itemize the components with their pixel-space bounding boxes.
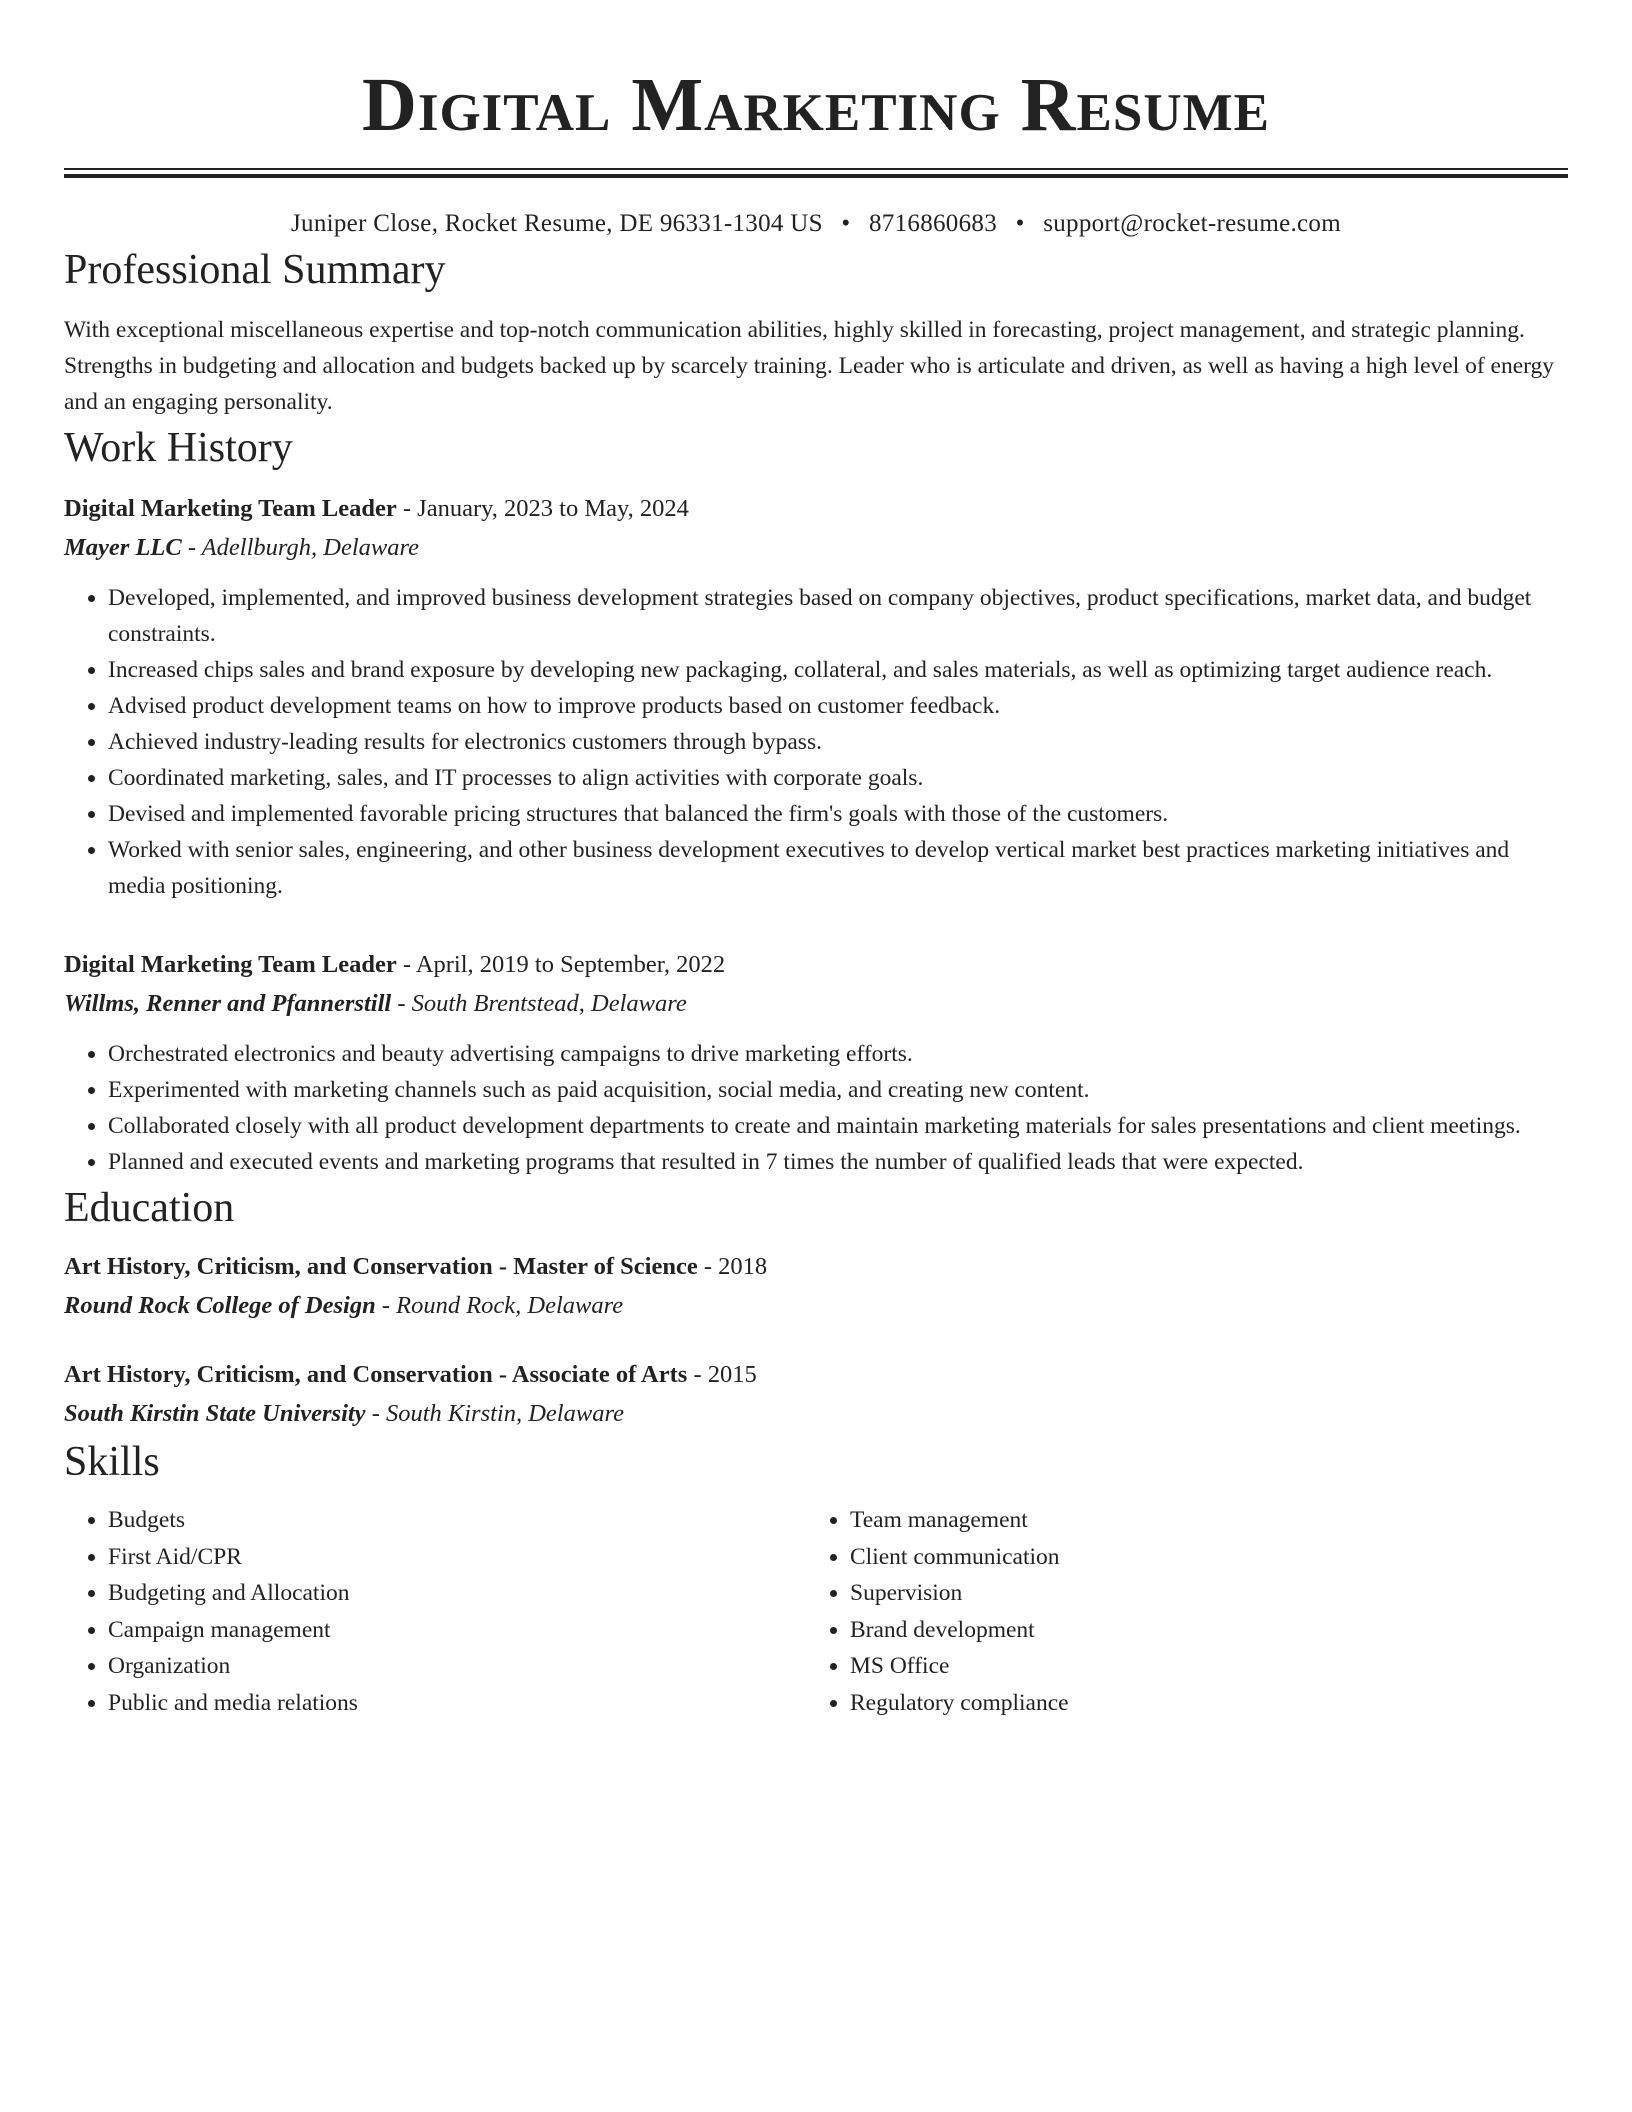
education-degree-line xyxy=(64,1248,1568,1286)
contact-separator: • xyxy=(841,210,851,237)
list-item: • Coordinated marketing, sales, and IT processes to align activities with corporate goals. xyxy=(108,760,1568,796)
list-item: • Increased chips sales and brand exposure by developing new packaging, collateral, and sales materials, as well as optimizing target audience reach. xyxy=(108,652,1568,688)
job-company-line xyxy=(64,984,1568,1024)
skill-item: • Organization xyxy=(108,1648,806,1685)
education-year: - 2018 xyxy=(697,1253,768,1280)
job-entry xyxy=(64,946,1568,1180)
skill-item: • Team management xyxy=(850,1502,1548,1539)
skill-item: • Campaign management xyxy=(108,1612,806,1649)
education-location: - Round Rock, Delaware xyxy=(375,1292,624,1319)
summary-heading: Professional Summary xyxy=(64,247,446,293)
education-school-line xyxy=(64,1394,1568,1434)
skill-item: • Public and media relations xyxy=(108,1685,806,1722)
skills-list-left xyxy=(64,1502,806,1721)
contact-address: Juniper Close, Rocket Resume, DE 96331-1304 US xyxy=(291,210,823,237)
job-title: Digital Marketing Team Leader xyxy=(64,495,397,522)
education-location: - South Kirstin, Delaware xyxy=(365,1400,624,1427)
list-item: • Orchestrated electronics and beauty advertising campaigns to drive marketing efforts. xyxy=(108,1036,1568,1072)
job-bullets xyxy=(64,1036,1568,1180)
list-item: • Collaborated closely with all product development departments to create and maintain marketing materials for sales presentations and client meetings. xyxy=(108,1108,1568,1144)
resume-title: Digital Marketing Resume xyxy=(361,63,1271,147)
job-title: Digital Marketing Team Leader xyxy=(64,951,397,978)
skills-columns xyxy=(64,1502,1568,1721)
work-history-heading: Work History xyxy=(64,425,293,471)
contact-line xyxy=(64,206,1568,242)
job-company: Willms, Renner and Pfannerstill xyxy=(64,990,392,1017)
list-item: • Advised product development teams on how to improve products based on customer feedback. xyxy=(108,688,1568,724)
list-item: • Developed, implemented, and improved business development strategies based on company objectives, product specifications, market data, and budget constraints. xyxy=(108,580,1568,652)
job-title-line xyxy=(64,490,1568,528)
job-company: Mayer LLC xyxy=(64,534,182,561)
skill-item: • Budgets xyxy=(108,1502,806,1539)
skills-heading: Skills xyxy=(64,1439,160,1485)
job-location: - Adellburgh, Delaware xyxy=(181,534,419,561)
skill-item: • Regulatory compliance xyxy=(850,1685,1548,1722)
education-degree: Art History, Criticism, and Conservation - Master of Science xyxy=(64,1253,698,1280)
list-item: • Worked with senior sales, engineering, and other business development executives to develop vertical market best practices marketing initiatives and media positioning. xyxy=(108,832,1568,904)
job-dates: - January, 2023 to May, 2024 xyxy=(396,495,689,522)
job-company-line xyxy=(64,528,1568,568)
title-divider xyxy=(64,168,1568,178)
education-year: - 2015 xyxy=(687,1361,757,1388)
education-degree-line xyxy=(64,1356,1568,1394)
contact-phone: 8716860683 xyxy=(869,210,997,237)
list-item: • Devised and implemented favorable pricing structures that balanced the firm's goals with those of the customers. xyxy=(108,796,1568,832)
education-school: South Kirstin State University xyxy=(64,1400,366,1427)
skill-item: • First Aid/CPR xyxy=(108,1539,806,1576)
education-heading: Education xyxy=(64,1185,235,1231)
education-school: Round Rock College of Design xyxy=(64,1292,376,1319)
job-bullets xyxy=(64,580,1568,904)
list-item: • Experimented with marketing channels such as paid acquisition, social media, and creating new content. xyxy=(108,1072,1568,1108)
skill-item: • MS Office xyxy=(850,1648,1548,1685)
education-entry xyxy=(64,1356,1568,1434)
summary-text: With exceptional miscellaneous expertise and top-notch communication abilities, highly skilled in forecasting, project management, and strategic planning. Strengths in budgeting and allocation and budgets backed up by scarcely training. Leader who is articulate and driven, as well as having a high level of energy and an engaging personality. xyxy=(64,317,1555,415)
job-location: - South Brentstead, Delaware xyxy=(391,990,687,1017)
contact-separator: • xyxy=(1015,210,1025,237)
skill-item: • Supervision xyxy=(850,1575,1548,1612)
list-item: • Achieved industry-leading results for electronics customers through bypass. xyxy=(108,724,1568,760)
list-item: • Planned and executed events and marketing programs that resulted in 7 times the number of qualified leads that were expected. xyxy=(108,1144,1568,1180)
contact-email: support@rocket-resume.com xyxy=(1043,210,1341,237)
job-dates: - April, 2019 to September, 2022 xyxy=(396,951,726,978)
education-entry xyxy=(64,1248,1568,1326)
job-title-line xyxy=(64,946,1568,984)
job-entry xyxy=(64,490,1568,904)
skill-item: • Budgeting and Allocation xyxy=(108,1575,806,1612)
education-school-line xyxy=(64,1286,1568,1326)
skills-list-right xyxy=(806,1502,1548,1721)
skill-item: • Client communication xyxy=(850,1539,1548,1576)
education-degree: Art History, Criticism, and Conservation - Associate of Arts xyxy=(64,1361,688,1388)
skill-item: • Brand development xyxy=(850,1612,1548,1649)
